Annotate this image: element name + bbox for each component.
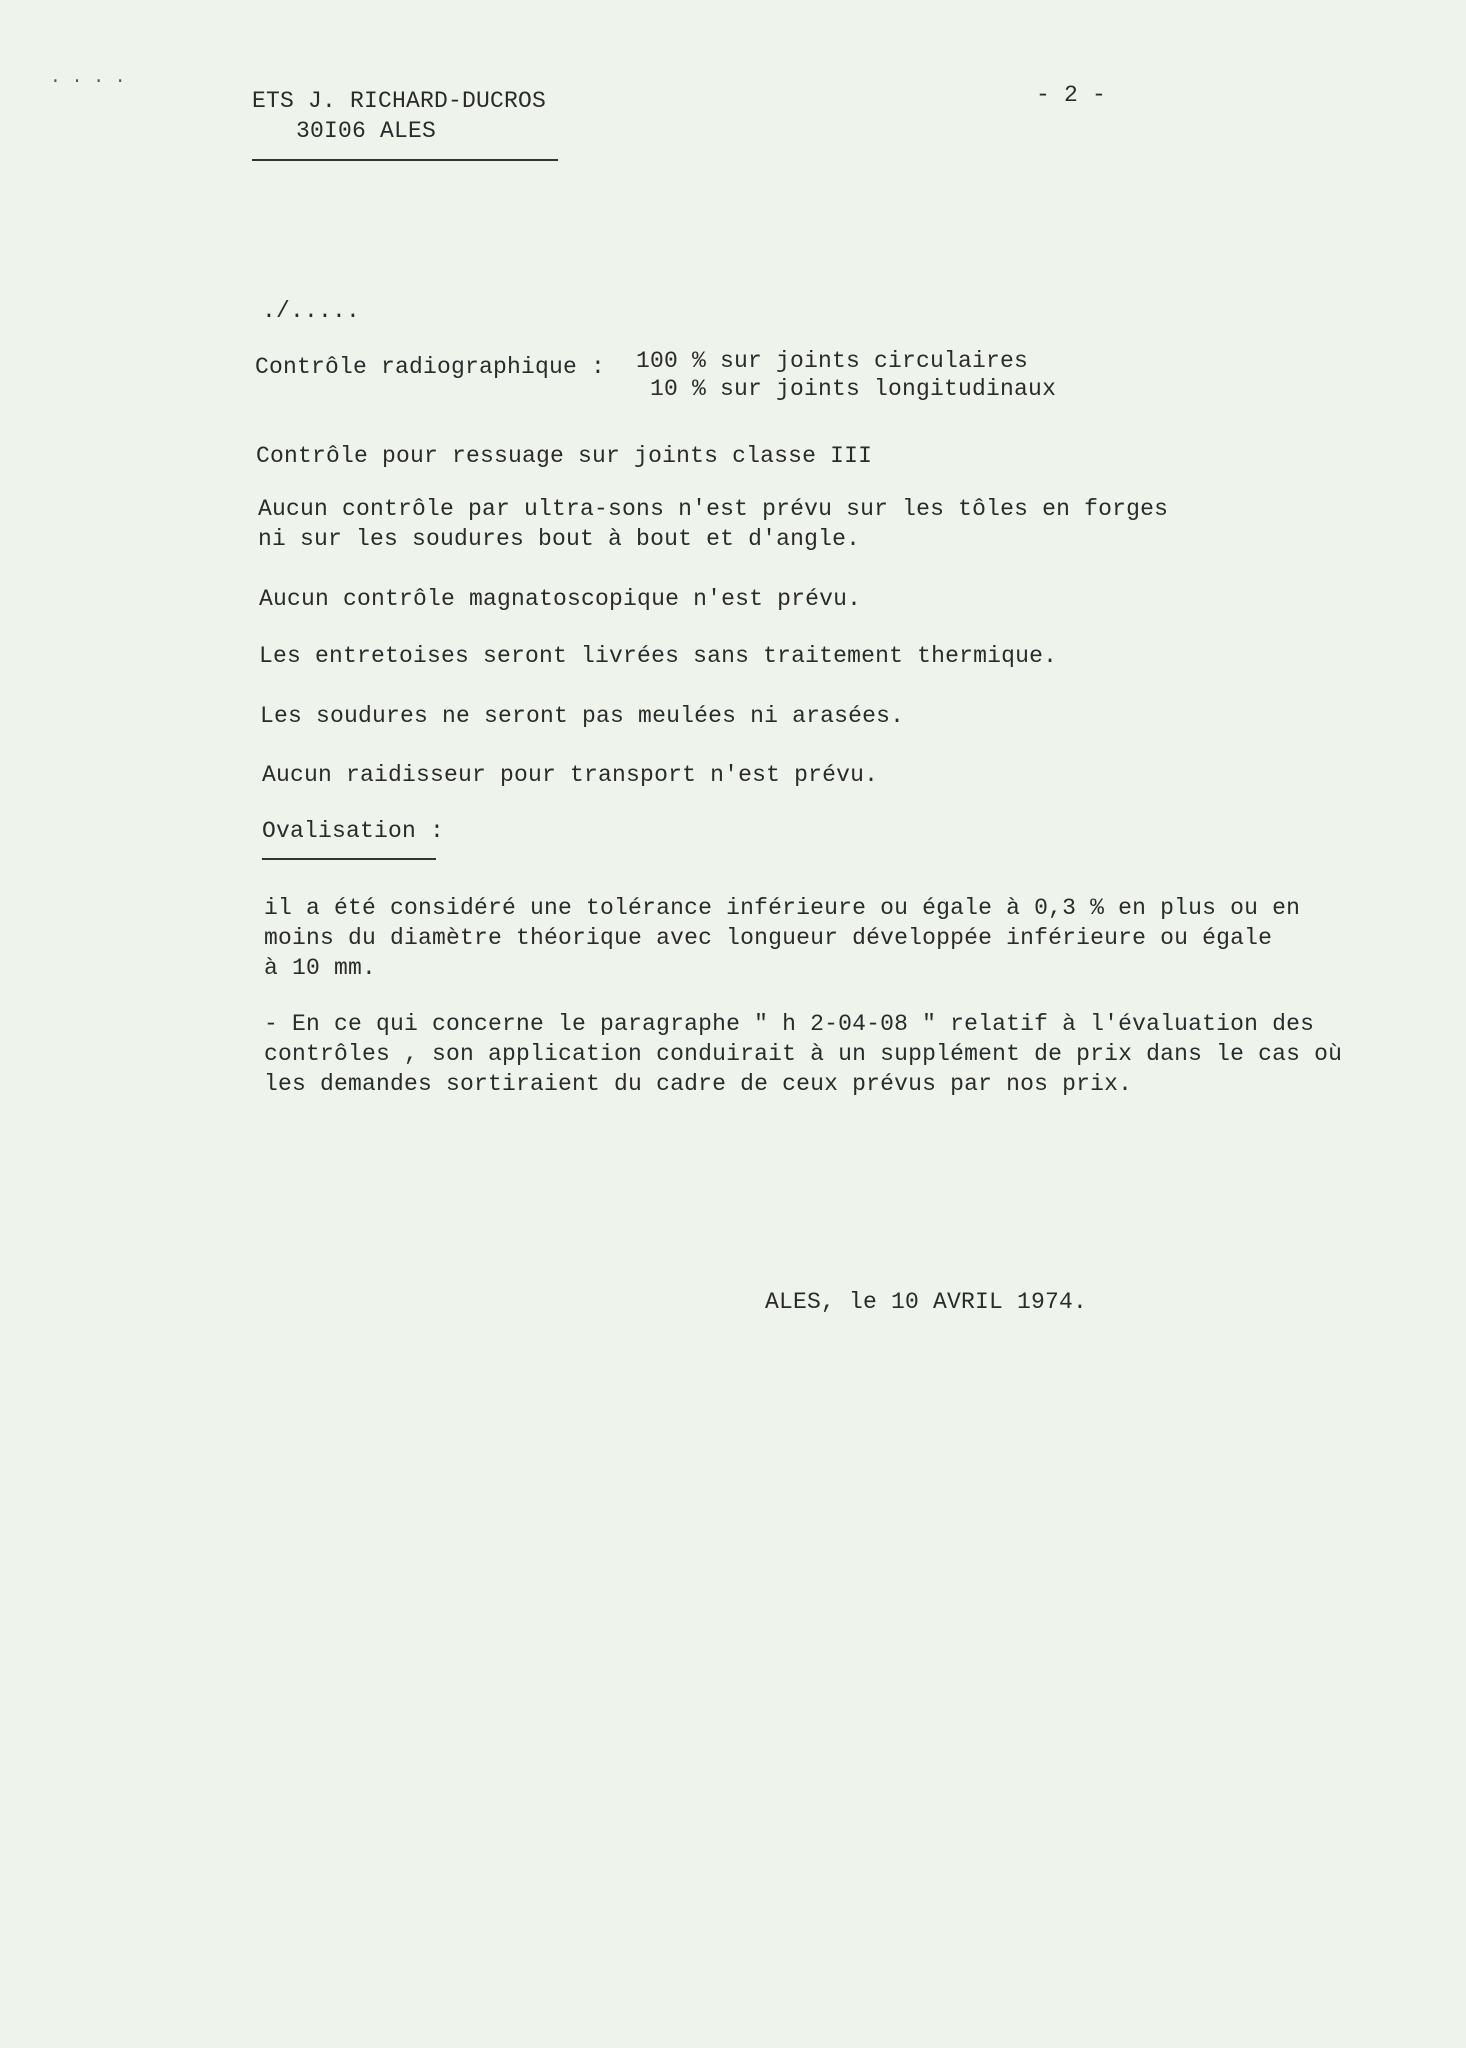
radio-control-label: Contrôle radiographique : bbox=[255, 354, 606, 380]
tolerance-line-1: il a été considéré une tolérance inférieure ou égale à 0,3 % en plus ou en bbox=[264, 895, 1301, 921]
tolerance-line-3: à 10 mm. bbox=[264, 955, 377, 981]
ovalisation-heading: Ovalisation : bbox=[262, 818, 445, 844]
paragraph-note-line-3: les demandes sortiraient du cadre de ceux prévus par nos prix. bbox=[264, 1071, 1133, 1097]
scan-edge-marks: · · · · bbox=[50, 72, 126, 92]
header-underline bbox=[252, 159, 558, 161]
radio-control-longitudinal: 10 % sur joints longitudinaux bbox=[650, 376, 1057, 402]
page-number: - 2 - bbox=[1036, 82, 1107, 108]
ressuage-control: Contrôle pour ressuage sur joints classe III bbox=[256, 443, 873, 469]
paragraph-note-line-2: contrôles , son application conduirait à un supplément de prix dans le cas où bbox=[264, 1041, 1343, 1067]
ovalisation-underline bbox=[262, 858, 436, 860]
company-name: ETS J. RICHARD-DUCROS bbox=[252, 88, 547, 114]
paragraph-note-line-1: - En ce qui concerne le paragraphe " h 2-04-08 " relatif à l'évaluation des bbox=[264, 1011, 1315, 1037]
ultrasons-line-2: ni sur les soudures bout à bout et d'angle. bbox=[258, 526, 861, 552]
date-place: ALES, le 10 AVRIL 1974. bbox=[765, 1289, 1088, 1315]
tolerance-line-2: moins du diamètre théorique avec longueur développée inférieure ou égale bbox=[264, 925, 1273, 951]
continuation-mark: ./..... bbox=[262, 298, 361, 324]
company-address: 30I06 ALES bbox=[296, 118, 437, 144]
radio-control-circular: 100 % sur joints circulaires bbox=[636, 348, 1029, 374]
ultrasons-line-1: Aucun contrôle par ultra-sons n'est prévu sur les tôles en forges bbox=[258, 496, 1169, 522]
soudures-note: Les soudures ne seront pas meulées ni arasées. bbox=[260, 703, 905, 729]
raidisseur-note: Aucun raidisseur pour transport n'est prévu. bbox=[262, 762, 879, 788]
entretoises-note: Les entretoises seront livrées sans traitement thermique. bbox=[259, 643, 1058, 669]
magnato-control: Aucun contrôle magnatoscopique n'est prévu. bbox=[259, 586, 862, 612]
